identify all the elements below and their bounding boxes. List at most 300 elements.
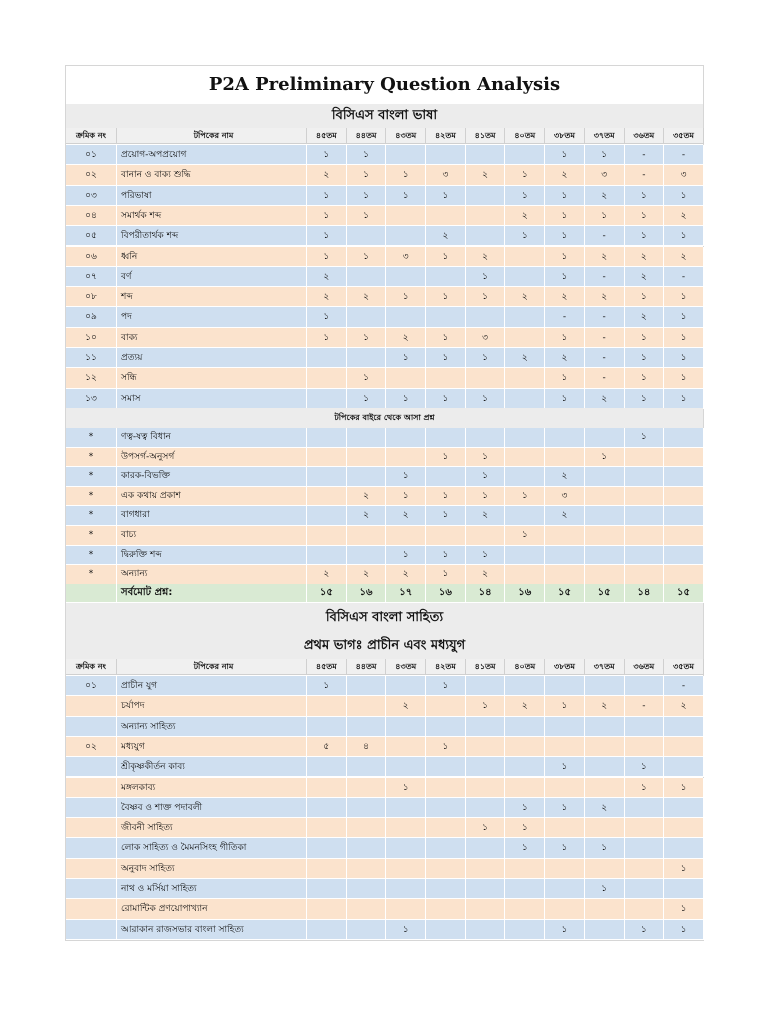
row-sl — [66, 859, 117, 879]
row-value: ২ — [545, 287, 585, 307]
row-value — [664, 818, 704, 838]
row-sl: ০১ — [66, 145, 117, 165]
row-topic: সমাস — [117, 389, 307, 409]
table-row — [66, 186, 704, 206]
table-row — [66, 565, 704, 585]
row-topic: বর্ণ — [117, 267, 307, 287]
row-sl: * — [66, 565, 117, 585]
row-value — [505, 389, 545, 409]
row-value — [625, 565, 665, 585]
row-sl — [66, 798, 117, 818]
row-value: ১ — [664, 328, 704, 348]
row-topic: বানান ও বাক্য শুদ্ধি — [117, 165, 307, 185]
row-value — [426, 838, 466, 858]
section1-title: বিসিএস বাংলা ভাষা — [66, 104, 703, 128]
table-row — [66, 546, 704, 566]
row-value — [386, 676, 426, 696]
row-sl: * — [66, 467, 117, 487]
row-value — [505, 145, 545, 165]
row-value — [664, 506, 704, 526]
row-value — [545, 859, 585, 879]
row-value — [466, 920, 506, 940]
table-row — [66, 757, 704, 777]
row-value — [585, 428, 625, 448]
row-value — [347, 859, 387, 879]
row-value — [585, 778, 625, 798]
row-value: ২ — [545, 506, 585, 526]
row-value — [347, 717, 387, 737]
row-value — [426, 818, 466, 838]
analysis-sheet — [65, 65, 704, 941]
row-value — [307, 838, 347, 858]
row-value: ২ — [625, 247, 665, 267]
row-sl: * — [66, 526, 117, 546]
row-value: ১ — [307, 247, 347, 267]
row-value: ১ — [505, 526, 545, 546]
table-row — [66, 328, 704, 348]
table-row — [66, 467, 704, 487]
row-value: - — [664, 145, 704, 165]
table-row — [66, 798, 704, 818]
row-value: ৩ — [664, 165, 704, 185]
header-exam: ৪৪তম — [347, 128, 387, 144]
header-exam: ৪২তম — [426, 659, 466, 675]
row-value: ১ — [347, 206, 387, 226]
row-value: ১ — [545, 757, 585, 777]
row-value: ১ — [545, 389, 585, 409]
row-value: ১ — [625, 226, 665, 246]
row-value — [426, 267, 466, 287]
table-row — [66, 506, 704, 526]
row-topic: সমার্থক শব্দ — [117, 206, 307, 226]
total-value: ১৫ — [585, 584, 625, 603]
row-value — [347, 467, 387, 487]
row-value — [585, 737, 625, 757]
row-value — [585, 467, 625, 487]
table-row — [66, 859, 704, 879]
row-value: ৪ — [347, 737, 387, 757]
row-topic: দ্বিরুক্তি শব্দ — [117, 546, 307, 566]
row-value: ২ — [426, 226, 466, 246]
row-topic: বাগধারা — [117, 506, 307, 526]
row-sl: ০১ — [66, 676, 117, 696]
row-value — [664, 448, 704, 468]
row-value: ১ — [466, 348, 506, 368]
row-value: ১ — [585, 206, 625, 226]
row-value — [585, 546, 625, 566]
row-topic: এক কথায় প্রকাশ — [117, 487, 307, 507]
row-value: ১ — [505, 818, 545, 838]
row-value — [625, 838, 665, 858]
row-value — [664, 428, 704, 448]
row-value — [545, 818, 585, 838]
row-value: ২ — [466, 506, 506, 526]
row-value: - — [625, 696, 665, 716]
row-value — [466, 676, 506, 696]
row-value — [505, 506, 545, 526]
row-value: ১ — [585, 879, 625, 899]
row-sl: ০৪ — [66, 206, 117, 226]
row-value: ১ — [426, 487, 466, 507]
row-sl: ০৯ — [66, 307, 117, 327]
row-value: ২ — [347, 565, 387, 585]
row-value: ১ — [545, 696, 585, 716]
row-topic: শব্দ — [117, 287, 307, 307]
row-value: ২ — [347, 487, 387, 507]
table-row — [66, 526, 704, 546]
row-value: ১ — [625, 389, 665, 409]
row-value — [386, 717, 426, 737]
row-value — [307, 506, 347, 526]
header-exam: ৪০তম — [505, 659, 545, 675]
row-value: ১ — [664, 186, 704, 206]
row-value: ২ — [545, 165, 585, 185]
row-value: ১ — [664, 226, 704, 246]
row-value — [386, 859, 426, 879]
row-value — [426, 696, 466, 716]
row-value: ১ — [625, 368, 665, 388]
row-value: ১ — [625, 328, 665, 348]
table-row — [66, 307, 704, 327]
row-value: ২ — [466, 165, 506, 185]
row-value: - — [545, 307, 585, 327]
header-exam: ৩৫তম — [664, 128, 704, 144]
row-value — [466, 879, 506, 899]
row-sl — [66, 717, 117, 737]
row-topic: সন্ধি — [117, 368, 307, 388]
row-value — [664, 487, 704, 507]
header-exam: ৩৬তম — [625, 128, 665, 144]
header-exam: ৩৭তম — [585, 128, 625, 144]
row-value — [386, 757, 426, 777]
row-value — [585, 487, 625, 507]
header-exam: ৪৪তম — [347, 659, 387, 675]
row-value — [347, 778, 387, 798]
row-value — [545, 778, 585, 798]
header-exam: ৩৫তম — [664, 659, 704, 675]
row-value: ২ — [307, 267, 347, 287]
row-value: ১ — [545, 920, 585, 940]
row-value — [664, 546, 704, 566]
row-value — [307, 798, 347, 818]
row-value — [545, 676, 585, 696]
row-value — [466, 186, 506, 206]
row-value — [664, 526, 704, 546]
row-sl: ০২ — [66, 165, 117, 185]
row-value — [307, 818, 347, 838]
row-value — [505, 267, 545, 287]
row-value: ১ — [386, 165, 426, 185]
row-value — [307, 696, 347, 716]
row-value — [625, 448, 665, 468]
row-value: ১ — [386, 287, 426, 307]
row-topic: নাথ ও মর্সিয়া সাহিত্য — [117, 879, 307, 899]
row-value — [466, 526, 506, 546]
row-value — [664, 757, 704, 777]
row-value: ১ — [466, 287, 506, 307]
row-value — [505, 676, 545, 696]
total-value: ১৫ — [307, 584, 347, 603]
row-sl: ০৩ — [66, 186, 117, 206]
row-sl: * — [66, 506, 117, 526]
row-value — [347, 526, 387, 546]
row-value — [505, 565, 545, 585]
row-value — [426, 879, 466, 899]
table-row — [66, 428, 704, 448]
row-value — [585, 899, 625, 919]
row-value — [347, 267, 387, 287]
row-value: ১ — [625, 920, 665, 940]
row-value: ১ — [347, 145, 387, 165]
table-row — [66, 226, 704, 246]
row-value: ১ — [386, 920, 426, 940]
row-value: ১ — [625, 778, 665, 798]
row-value: ২ — [466, 565, 506, 585]
total-value: ১৫ — [545, 584, 585, 603]
header-row — [66, 659, 704, 675]
table-row — [66, 206, 704, 226]
header-exam: ৩৮তম — [545, 128, 585, 144]
header-sl: ক্রমিক নং — [66, 128, 117, 144]
row-value: ১ — [545, 226, 585, 246]
header-topic: টপিকের নাম — [117, 128, 307, 144]
row-value — [386, 879, 426, 899]
row-value — [545, 899, 585, 919]
row-value — [347, 307, 387, 327]
row-value: ১ — [426, 448, 466, 468]
row-value — [505, 368, 545, 388]
row-value — [625, 676, 665, 696]
table-row — [66, 717, 704, 737]
row-value: - — [585, 348, 625, 368]
row-value: ১ — [466, 696, 506, 716]
row-value: ১ — [545, 798, 585, 818]
row-topic: মঙ্গলকাব্য — [117, 778, 307, 798]
row-topic: বাচ্য — [117, 526, 307, 546]
row-sl: ১২ — [66, 368, 117, 388]
row-value — [386, 368, 426, 388]
row-value: ১ — [347, 368, 387, 388]
row-value — [466, 838, 506, 858]
row-value — [386, 226, 426, 246]
row-value — [545, 717, 585, 737]
row-sl — [66, 899, 117, 919]
row-value — [466, 428, 506, 448]
row-value: ২ — [307, 287, 347, 307]
row-sl: * — [66, 428, 117, 448]
row-value — [426, 859, 466, 879]
row-sl: ০৬ — [66, 247, 117, 267]
header-row — [66, 128, 704, 144]
row-value — [347, 696, 387, 716]
row-value: ১ — [505, 487, 545, 507]
row-value — [466, 899, 506, 919]
row-value: ২ — [585, 287, 625, 307]
row-value — [386, 526, 426, 546]
row-value: ২ — [386, 696, 426, 716]
table-row — [66, 838, 704, 858]
row-topic: বৈষ্ণব ও শাক্ত পদাবলী — [117, 798, 307, 818]
row-value: ১ — [307, 226, 347, 246]
header-exam: ৩৮তম — [545, 659, 585, 675]
table-row — [66, 696, 704, 716]
row-topic: ধ্বনি — [117, 247, 307, 267]
row-value: ৩ — [545, 487, 585, 507]
row-value — [466, 778, 506, 798]
row-topic: রোমান্টিক প্রণয়োপাখ্যান — [117, 899, 307, 919]
table-row — [66, 287, 704, 307]
row-value — [426, 757, 466, 777]
outside-topics-title: টপিকের বাইরে থেকে আসা প্রশ্ন — [66, 408, 703, 428]
row-value: ১ — [307, 206, 347, 226]
row-value: ১ — [307, 676, 347, 696]
row-value — [307, 859, 347, 879]
row-value — [426, 717, 466, 737]
row-value — [545, 428, 585, 448]
row-value: ২ — [625, 307, 665, 327]
row-value — [625, 506, 665, 526]
row-value: ১ — [545, 267, 585, 287]
row-value — [585, 859, 625, 879]
row-value: ১ — [386, 546, 426, 566]
row-value — [466, 757, 506, 777]
total-value: ১৭ — [386, 584, 426, 603]
row-topic: মধ্যযুগ — [117, 737, 307, 757]
row-topic: শ্রীকৃষ্ণকীর্তন কাব্য — [117, 757, 307, 777]
header-exam: ৪৩তম — [386, 128, 426, 144]
row-value — [545, 565, 585, 585]
row-sl — [66, 778, 117, 798]
row-value — [386, 206, 426, 226]
row-value: ১ — [347, 186, 387, 206]
row-value — [307, 546, 347, 566]
row-value — [664, 717, 704, 737]
page-title: P2A Preliminary Question Analysis — [208, 74, 561, 95]
row-value — [426, 368, 466, 388]
row-value: ১ — [466, 818, 506, 838]
table-row — [66, 165, 704, 185]
row-topic: কারক-বিভক্তি — [117, 467, 307, 487]
total-label: সর্বমোট প্রশ্ন: — [117, 584, 307, 603]
row-value: ১ — [347, 328, 387, 348]
row-value: ১ — [545, 145, 585, 165]
row-value — [505, 859, 545, 879]
header-exam: ৪২তম — [426, 128, 466, 144]
row-value — [625, 737, 665, 757]
row-value: ১ — [625, 428, 665, 448]
row-value: ১ — [545, 328, 585, 348]
row-value: ১ — [347, 247, 387, 267]
row-value: ১ — [466, 389, 506, 409]
row-value — [307, 348, 347, 368]
row-value: ১ — [426, 506, 466, 526]
row-topic: জীবনী সাহিত্য — [117, 818, 307, 838]
row-value — [347, 676, 387, 696]
row-value — [426, 428, 466, 448]
row-value: ১ — [505, 186, 545, 206]
row-value — [585, 717, 625, 737]
table-row — [66, 348, 704, 368]
row-value — [426, 778, 466, 798]
row-value: ১ — [307, 307, 347, 327]
row-sl: * — [66, 448, 117, 468]
row-value — [505, 247, 545, 267]
row-value — [545, 526, 585, 546]
row-value: ১ — [664, 778, 704, 798]
table-row — [66, 920, 704, 940]
row-value: ১ — [505, 226, 545, 246]
row-value — [426, 307, 466, 327]
row-value — [585, 506, 625, 526]
row-value — [386, 448, 426, 468]
row-value — [307, 757, 347, 777]
row-value: ৩ — [426, 165, 466, 185]
row-topic: অনুবাদ সাহিত্য — [117, 859, 307, 879]
row-value — [585, 676, 625, 696]
row-value: ২ — [585, 247, 625, 267]
row-value: ২ — [466, 247, 506, 267]
row-value: ১ — [426, 737, 466, 757]
row-value: ২ — [625, 267, 665, 287]
row-value: ১ — [426, 247, 466, 267]
total-row-cells — [66, 584, 704, 603]
table-row — [66, 899, 704, 919]
row-value: ২ — [505, 287, 545, 307]
row-value: ২ — [307, 165, 347, 185]
row-value: ২ — [585, 798, 625, 818]
row-value — [505, 879, 545, 899]
row-value — [625, 818, 665, 838]
row-value — [664, 798, 704, 818]
row-value — [505, 899, 545, 919]
row-value: ১ — [426, 287, 466, 307]
row-value: ২ — [585, 389, 625, 409]
row-value: ২ — [545, 348, 585, 368]
row-value — [625, 859, 665, 879]
row-value: - — [664, 267, 704, 287]
row-value — [386, 838, 426, 858]
row-value: ৩ — [466, 328, 506, 348]
table-row — [66, 448, 704, 468]
row-value — [625, 717, 665, 737]
table-row — [66, 676, 704, 696]
row-value: ১ — [585, 838, 625, 858]
row-value: ১ — [664, 348, 704, 368]
row-topic: অন্যান্য — [117, 565, 307, 585]
table-row — [66, 145, 704, 165]
header-exam: ৪৫তম — [307, 128, 347, 144]
row-value — [386, 899, 426, 919]
row-value: ২ — [347, 506, 387, 526]
row-value — [585, 526, 625, 546]
row-value — [426, 145, 466, 165]
row-sl: ০৭ — [66, 267, 117, 287]
row-value — [466, 737, 506, 757]
row-value: ২ — [585, 696, 625, 716]
row-topic: আরাকান রাজসভার বাংলা সাহিত্য — [117, 920, 307, 940]
row-value: ১ — [664, 859, 704, 879]
row-value — [307, 717, 347, 737]
row-value — [307, 899, 347, 919]
row-value — [386, 737, 426, 757]
row-value: ১ — [664, 389, 704, 409]
row-value — [386, 428, 426, 448]
row-value — [307, 368, 347, 388]
table-row — [66, 778, 704, 798]
row-value: ১ — [625, 348, 665, 368]
row-value: ১ — [386, 778, 426, 798]
row-sl: * — [66, 487, 117, 507]
